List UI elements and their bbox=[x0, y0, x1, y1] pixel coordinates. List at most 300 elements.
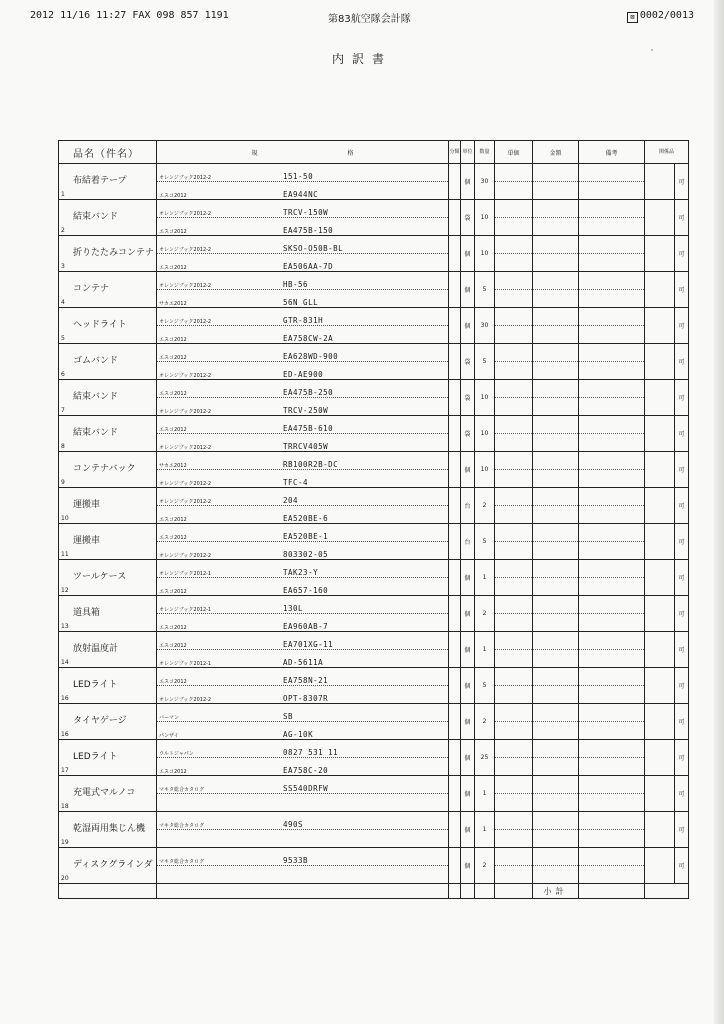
catalog-source: オレンジブック2012-2 bbox=[159, 211, 212, 217]
item-name: LEDライト bbox=[73, 680, 118, 690]
table-row bbox=[59, 632, 689, 668]
class-cell bbox=[449, 488, 461, 524]
scan-speck: ' bbox=[651, 48, 653, 56]
item-name: 道具箱 bbox=[73, 608, 101, 618]
table-row bbox=[59, 164, 689, 200]
catalog-source: オレンジブック2012-1 bbox=[159, 571, 212, 577]
spec-line bbox=[157, 686, 448, 703]
class-cell bbox=[449, 848, 461, 884]
class-cell bbox=[449, 560, 461, 596]
note-blank-cell bbox=[645, 812, 675, 848]
spec-line bbox=[157, 794, 448, 811]
unit-price-cell bbox=[495, 308, 533, 344]
remarks-cell bbox=[579, 236, 645, 272]
spec-line bbox=[157, 650, 448, 667]
table-row bbox=[59, 560, 689, 596]
spec-line bbox=[157, 308, 448, 326]
spec-cell bbox=[157, 848, 449, 884]
catalog-source: パンザイ bbox=[159, 733, 179, 739]
model-number: 803302-05 bbox=[283, 550, 329, 559]
spec-line bbox=[157, 254, 448, 271]
qty-cell: 5 bbox=[475, 344, 495, 380]
unit-price-cell bbox=[495, 344, 533, 380]
model-number: EA475B-250 bbox=[283, 388, 334, 397]
note-cell: 可 bbox=[675, 776, 689, 812]
scan-edge-shadow bbox=[714, 0, 724, 1024]
note-cell: 可 bbox=[675, 524, 689, 560]
catalog-source: エスコ2012 bbox=[159, 517, 187, 523]
table-row bbox=[59, 812, 689, 848]
remarks-cell bbox=[579, 560, 645, 596]
note-cell: 可 bbox=[675, 848, 689, 884]
item-name: 結束バンド bbox=[73, 392, 119, 402]
model-number: EA628WD-900 bbox=[283, 352, 339, 361]
unit-cell: 個 bbox=[461, 668, 475, 704]
item-cell bbox=[59, 776, 157, 812]
spec-cell bbox=[157, 236, 449, 272]
note-blank-cell bbox=[645, 524, 675, 560]
table-row bbox=[59, 668, 689, 704]
row-number: 18 bbox=[61, 803, 69, 810]
spec-line bbox=[157, 848, 448, 866]
spec-line bbox=[157, 218, 448, 235]
spec-cell bbox=[157, 632, 449, 668]
subtotal-amount bbox=[579, 884, 645, 899]
model-number: 56N GLL bbox=[283, 298, 319, 307]
subtotal-blank bbox=[495, 884, 533, 899]
item-name: 乾湿両用集じん機 bbox=[73, 824, 146, 834]
class-cell bbox=[449, 164, 461, 200]
spec-cell bbox=[157, 416, 449, 452]
amount-cell bbox=[533, 200, 579, 236]
unit-cell: 袋 bbox=[461, 344, 475, 380]
spec-line bbox=[157, 632, 448, 650]
spec-line bbox=[157, 506, 448, 523]
unit-cell: 袋 bbox=[461, 200, 475, 236]
note-cell: 可 bbox=[675, 740, 689, 776]
item-name: ディスクグラインダ bbox=[73, 860, 153, 870]
class-cell bbox=[449, 380, 461, 416]
table-row bbox=[59, 272, 689, 308]
item-name: タイヤゲージ bbox=[73, 716, 127, 726]
table-row bbox=[59, 488, 689, 524]
qty-cell: 5 bbox=[475, 668, 495, 704]
catalog-source: エスコ2012 bbox=[159, 193, 187, 199]
spec-cell bbox=[157, 596, 449, 632]
item-name: 布結着テープ bbox=[73, 176, 127, 186]
catalog-source: エスコ2012 bbox=[159, 265, 187, 271]
row-number: 16 bbox=[61, 695, 69, 702]
class-cell bbox=[449, 344, 461, 380]
model-number: 151-50 bbox=[283, 172, 314, 181]
model-number: 9533B bbox=[283, 856, 309, 865]
unit-price-cell bbox=[495, 164, 533, 200]
row-number: 16 bbox=[61, 731, 69, 738]
item-cell bbox=[59, 164, 157, 200]
amount-cell bbox=[533, 416, 579, 452]
catalog-source: オレンジブック2012-1 bbox=[159, 661, 212, 667]
spec-cell bbox=[157, 452, 449, 488]
item-name: 結束バンド bbox=[73, 428, 119, 438]
row-number: 11 bbox=[61, 551, 69, 558]
remarks-cell bbox=[579, 344, 645, 380]
item-name: LEDライト bbox=[73, 752, 118, 762]
qty-cell: 5 bbox=[475, 272, 495, 308]
note-blank-cell bbox=[645, 164, 675, 200]
note-blank-cell bbox=[645, 560, 675, 596]
spec-line bbox=[157, 470, 448, 487]
unit-price-cell bbox=[495, 488, 533, 524]
row-number: 10 bbox=[61, 515, 69, 522]
breakdown-table bbox=[58, 140, 689, 899]
model-number: 490S bbox=[283, 820, 304, 829]
model-number: 130L bbox=[283, 604, 304, 613]
remarks-cell bbox=[579, 488, 645, 524]
amount-cell bbox=[533, 776, 579, 812]
amount-cell bbox=[533, 632, 579, 668]
item-cell bbox=[59, 632, 157, 668]
unit-price-cell bbox=[495, 740, 533, 776]
subtotal-blank bbox=[645, 884, 689, 899]
spec-line bbox=[157, 344, 448, 362]
model-number: AG-10K bbox=[283, 730, 314, 739]
model-number: TRRCV405W bbox=[283, 442, 329, 451]
spec-line bbox=[157, 290, 448, 307]
spec-cell bbox=[157, 776, 449, 812]
spec-line bbox=[157, 830, 448, 847]
unit-price-cell bbox=[495, 848, 533, 884]
unit-cell: 個 bbox=[461, 308, 475, 344]
unit-price-cell bbox=[495, 560, 533, 596]
spec-cell bbox=[157, 560, 449, 596]
col-spec-b: 格 bbox=[347, 149, 354, 157]
table-row bbox=[59, 236, 689, 272]
col-unit: 単位 bbox=[461, 141, 475, 164]
unit-price-cell bbox=[495, 236, 533, 272]
model-number: SS540DRFW bbox=[283, 784, 329, 793]
row-number: 13 bbox=[61, 623, 69, 630]
catalog-source: エスコ2012 bbox=[159, 769, 187, 775]
unit-price-cell bbox=[495, 668, 533, 704]
unit-cell: 個 bbox=[461, 704, 475, 740]
qty-cell: 10 bbox=[475, 236, 495, 272]
model-number: EA701XG-11 bbox=[283, 640, 334, 649]
unit-price-cell bbox=[495, 416, 533, 452]
item-cell bbox=[59, 848, 157, 884]
remarks-cell bbox=[579, 524, 645, 560]
note-cell: 可 bbox=[675, 560, 689, 596]
note-cell: 可 bbox=[675, 452, 689, 488]
qty-cell: 1 bbox=[475, 776, 495, 812]
model-number: RB100R2B-DC bbox=[283, 460, 339, 469]
model-number: EA475B-150 bbox=[283, 226, 334, 235]
item-cell bbox=[59, 596, 157, 632]
amount-cell bbox=[533, 236, 579, 272]
fax-page-icon: ⊠ bbox=[627, 12, 638, 23]
spec-cell bbox=[157, 164, 449, 200]
unit-cell: 個 bbox=[461, 740, 475, 776]
col-note: 関係品 bbox=[645, 141, 689, 164]
catalog-source: オレンジブック2012-2 bbox=[159, 319, 212, 325]
model-number: TRCV-150W bbox=[283, 208, 329, 217]
note-cell: 可 bbox=[675, 488, 689, 524]
row-number: 6 bbox=[61, 371, 65, 378]
model-number: EA506AA-7D bbox=[283, 262, 334, 271]
item-cell bbox=[59, 344, 157, 380]
spec-line bbox=[157, 560, 448, 578]
catalog-source: サカエ2012 bbox=[159, 301, 187, 307]
qty-cell: 5 bbox=[475, 524, 495, 560]
unit-price-cell bbox=[495, 452, 533, 488]
model-number: AD-5611A bbox=[283, 658, 324, 667]
amount-cell bbox=[533, 380, 579, 416]
model-number: TAK23-Y bbox=[283, 568, 319, 577]
spec-line bbox=[157, 182, 448, 199]
spec-cell bbox=[157, 740, 449, 776]
row-number: 2 bbox=[61, 227, 65, 234]
item-cell bbox=[59, 200, 157, 236]
spec-line bbox=[157, 704, 448, 722]
item-cell bbox=[59, 380, 157, 416]
spec-line bbox=[157, 380, 448, 398]
note-blank-cell bbox=[645, 236, 675, 272]
unit-price-cell bbox=[495, 380, 533, 416]
item-name: 放射温度計 bbox=[73, 644, 119, 654]
amount-cell bbox=[533, 524, 579, 560]
amount-cell bbox=[533, 704, 579, 740]
catalog-source: エスコ2012 bbox=[159, 535, 187, 541]
spec-line bbox=[157, 362, 448, 379]
qty-cell: 10 bbox=[475, 200, 495, 236]
unit-cell: 個 bbox=[461, 164, 475, 200]
item-name: 充電式マルノコ bbox=[73, 788, 136, 798]
page-counter bbox=[627, 10, 694, 23]
model-number: EA758CW-2A bbox=[283, 334, 334, 343]
spec-cell bbox=[157, 812, 449, 848]
note-blank-cell bbox=[645, 740, 675, 776]
qty-cell: 10 bbox=[475, 416, 495, 452]
catalog-source: オレンジブック2012-2 bbox=[159, 373, 212, 379]
catalog-source: エスコ2012 bbox=[159, 679, 187, 685]
col-unit-price: 単価 bbox=[495, 141, 533, 164]
item-cell bbox=[59, 560, 157, 596]
class-cell bbox=[449, 308, 461, 344]
row-number: 7 bbox=[61, 407, 65, 414]
unit-cell: 個 bbox=[461, 812, 475, 848]
model-number: TRCV-250W bbox=[283, 406, 329, 415]
unit-price-cell bbox=[495, 200, 533, 236]
spec-line bbox=[157, 668, 448, 686]
spec-line bbox=[157, 614, 448, 631]
spec-cell bbox=[157, 668, 449, 704]
note-cell: 可 bbox=[675, 272, 689, 308]
note-cell: 可 bbox=[675, 200, 689, 236]
catalog-source: エスコ2012 bbox=[159, 625, 187, 631]
catalog-source: エスコ2012 bbox=[159, 229, 187, 235]
subtotal-blank bbox=[449, 884, 461, 899]
note-cell: 可 bbox=[675, 308, 689, 344]
item-name: 折りたたみコンテナ bbox=[73, 248, 155, 258]
catalog-source: オレンジブック2012-2 bbox=[159, 409, 212, 415]
remarks-cell bbox=[579, 632, 645, 668]
row-number: 1 bbox=[61, 191, 65, 198]
amount-cell bbox=[533, 308, 579, 344]
item-cell bbox=[59, 704, 157, 740]
row-number: 8 bbox=[61, 443, 65, 450]
class-cell bbox=[449, 668, 461, 704]
table-row bbox=[59, 380, 689, 416]
remarks-cell bbox=[579, 308, 645, 344]
spec-line bbox=[157, 740, 448, 758]
spec-cell bbox=[157, 344, 449, 380]
row-number: 4 bbox=[61, 299, 65, 306]
model-number: EA520BE-6 bbox=[283, 514, 329, 523]
table-row bbox=[59, 452, 689, 488]
unit-price-cell bbox=[495, 596, 533, 632]
row-number: 20 bbox=[61, 875, 69, 882]
unit-cell: 個 bbox=[461, 560, 475, 596]
catalog-source: オレンジブック2012-2 bbox=[159, 175, 212, 181]
note-blank-cell bbox=[645, 632, 675, 668]
amount-cell bbox=[533, 344, 579, 380]
remarks-cell bbox=[579, 812, 645, 848]
model-number: OPT-8307R bbox=[283, 694, 329, 703]
model-number: 204 bbox=[283, 496, 299, 505]
unit-price-cell bbox=[495, 812, 533, 848]
remarks-cell bbox=[579, 380, 645, 416]
qty-cell: 1 bbox=[475, 560, 495, 596]
catalog-source: オレンジブック2012-2 bbox=[159, 499, 212, 505]
item-name: 結束バンド bbox=[73, 212, 119, 222]
remarks-cell bbox=[579, 668, 645, 704]
model-number: HB-56 bbox=[283, 280, 309, 289]
table-header-row bbox=[59, 141, 689, 164]
note-blank-cell bbox=[645, 200, 675, 236]
class-cell bbox=[449, 200, 461, 236]
unit-price-cell bbox=[495, 776, 533, 812]
amount-cell bbox=[533, 740, 579, 776]
class-cell bbox=[449, 272, 461, 308]
note-blank-cell bbox=[645, 848, 675, 884]
table-row bbox=[59, 740, 689, 776]
model-number: GTR-831H bbox=[283, 316, 324, 325]
catalog-source: エスコ2012 bbox=[159, 643, 187, 649]
qty-cell: 2 bbox=[475, 848, 495, 884]
table-row bbox=[59, 308, 689, 344]
table-row bbox=[59, 776, 689, 812]
unit-cell: 台 bbox=[461, 488, 475, 524]
remarks-cell bbox=[579, 272, 645, 308]
unit-price-cell bbox=[495, 632, 533, 668]
row-number: 3 bbox=[61, 263, 65, 270]
note-cell: 可 bbox=[675, 416, 689, 452]
item-cell bbox=[59, 524, 157, 560]
table-body bbox=[59, 164, 689, 884]
unit-cell: 袋 bbox=[461, 380, 475, 416]
note-cell: 可 bbox=[675, 236, 689, 272]
catalog-source: エスコ2012 bbox=[159, 427, 187, 433]
model-number: TFC-4 bbox=[283, 478, 309, 487]
subtotal-blank bbox=[59, 884, 157, 899]
qty-cell: 1 bbox=[475, 812, 495, 848]
unit-price-cell bbox=[495, 524, 533, 560]
item-cell bbox=[59, 308, 157, 344]
spec-line bbox=[157, 866, 448, 883]
item-name: コンテナ bbox=[73, 284, 110, 294]
model-number: EA657-160 bbox=[283, 586, 329, 595]
note-blank-cell bbox=[645, 380, 675, 416]
unit-cell: 個 bbox=[461, 776, 475, 812]
class-cell bbox=[449, 740, 461, 776]
qty-cell: 25 bbox=[475, 740, 495, 776]
catalog-source: サカエ2012 bbox=[159, 463, 187, 469]
col-item-name: 品名（件名） bbox=[59, 141, 157, 164]
spec-line bbox=[157, 776, 448, 794]
remarks-cell bbox=[579, 200, 645, 236]
amount-cell bbox=[533, 596, 579, 632]
spec-line bbox=[157, 452, 448, 470]
item-cell bbox=[59, 272, 157, 308]
row-number: 9 bbox=[61, 479, 65, 486]
note-blank-cell bbox=[645, 308, 675, 344]
sender-name: 第83航空隊会計隊 bbox=[328, 14, 411, 25]
fax-header-line: 2012 11/16 11:27 FAX 098 857 1191 bbox=[30, 10, 229, 21]
col-spec bbox=[157, 141, 449, 164]
class-cell bbox=[449, 596, 461, 632]
note-cell: 可 bbox=[675, 380, 689, 416]
row-number: 5 bbox=[61, 335, 65, 342]
item-cell bbox=[59, 236, 157, 272]
amount-cell bbox=[533, 272, 579, 308]
model-number: EA960AB-7 bbox=[283, 622, 329, 631]
unit-price-cell bbox=[495, 704, 533, 740]
note-cell: 可 bbox=[675, 632, 689, 668]
unit-cell: 台 bbox=[461, 524, 475, 560]
note-blank-cell bbox=[645, 776, 675, 812]
model-number: EA758N-21 bbox=[283, 676, 329, 685]
item-cell bbox=[59, 452, 157, 488]
spec-line bbox=[157, 596, 448, 614]
item-name: コンテナバック bbox=[73, 464, 136, 474]
catalog-source: オレンジブック2012-2 bbox=[159, 247, 212, 253]
item-cell bbox=[59, 812, 157, 848]
col-small: 分類 bbox=[449, 141, 461, 164]
subtotal-blank bbox=[157, 884, 449, 899]
qty-cell: 30 bbox=[475, 308, 495, 344]
col-amount: 金額 bbox=[533, 141, 579, 164]
spec-cell bbox=[157, 380, 449, 416]
qty-cell: 1 bbox=[475, 632, 495, 668]
spec-line bbox=[157, 524, 448, 542]
qty-cell: 30 bbox=[475, 164, 495, 200]
unit-cell: 袋 bbox=[461, 416, 475, 452]
item-cell bbox=[59, 740, 157, 776]
table-row bbox=[59, 344, 689, 380]
catalog-source: バーマン bbox=[159, 715, 180, 721]
item-name: ヘッドライト bbox=[73, 320, 127, 330]
subtotal-row bbox=[59, 884, 689, 899]
class-cell bbox=[449, 524, 461, 560]
page-number: 0002/0013 bbox=[639, 10, 694, 21]
spec-cell bbox=[157, 200, 449, 236]
catalog-source: オレンジブック2012-2 bbox=[159, 481, 212, 487]
table-row bbox=[59, 596, 689, 632]
catalog-source: エスコ2012 bbox=[159, 589, 187, 595]
class-cell bbox=[449, 236, 461, 272]
model-number: EA758C-20 bbox=[283, 766, 329, 775]
catalog-source: オレンジブック2012-1 bbox=[159, 607, 212, 613]
remarks-cell bbox=[579, 848, 645, 884]
